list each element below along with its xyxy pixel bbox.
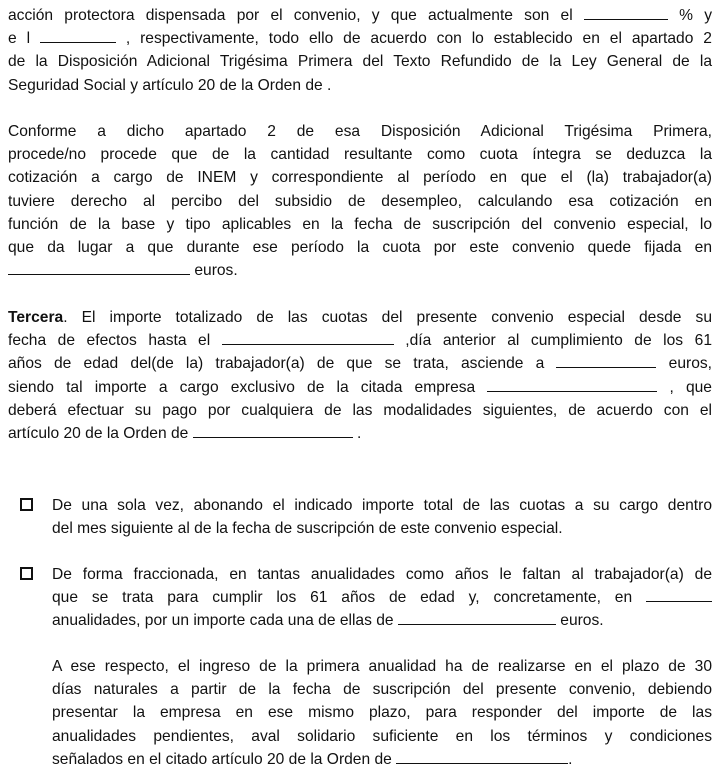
text-line: Conforme a dicho apartado 2 de esa Disposición Adicional Trigésima Primera, [8,123,712,140]
blank-field-order-date-2[interactable] [396,750,568,764]
text-line: del mes siguiente al de la fecha de suscripción de este convenio especial. [52,520,563,538]
text-segment: artículo 20 de la Orden de [8,425,189,443]
option-text [52,494,712,540]
text-line [52,586,712,609]
text-line: deberá efectuar su pago por cualquiera de las modalidades siguientes, de acuerdo con el [8,401,712,419]
blank-field-percent-2[interactable] [40,29,116,43]
text-line [52,609,712,632]
text-line [8,422,712,445]
text-segment: , que [669,378,712,396]
text-segment: años de edad del(de la) trabajador(a) de que se trata, asciende a [8,355,545,373]
text-line [8,329,712,352]
text-line: de la Disposición Adicional Trigésima Primera del Texto Refundido de la Ley General de la [8,53,712,71]
blank-field-annualities[interactable] [646,588,712,602]
blank-field-company[interactable] [487,378,657,392]
text-line [8,306,712,329]
option-text [52,563,712,633]
text-segment: señalados en el citado artículo 20 de la Orden de [52,750,392,768]
text-segment: anualidades, por un importe cada una de ellas de [52,612,394,630]
text-line [8,4,712,27]
text-line [8,376,712,399]
text-line [8,27,712,50]
text-segment: euros. [194,262,238,280]
blank-field-date[interactable] [222,331,394,345]
text-segment: fecha de efectos hasta el [8,332,211,350]
text-line [8,259,712,282]
blank-field-amount[interactable] [8,261,190,275]
text-segment: siendo tal importe a cargo exclusivo de la citada empresa [8,378,476,396]
text-segment: que se trata para cumplir los 61 años de edad y, concretamente, en [52,589,633,607]
text-segment: euros. [560,612,604,630]
text-line: presentar la empresa en ese mismo plazo, para responder del importe de las [52,704,712,722]
text-segment: e l [8,30,31,48]
text-segment: . [357,425,362,443]
text-line [8,352,712,375]
text-line: A ese respecto, el ingreso de la primera anualidad ha de realizarse en el plazo de 30 [52,658,712,675]
text-segment: . [568,750,573,768]
clause-heading: Tercera [8,309,64,326]
checkbox-single-payment[interactable] [20,498,33,511]
paragraph-conforme [8,120,712,282]
text-segment: % y [679,7,712,24]
text-segment: euros, [668,355,712,373]
text-line [52,748,712,771]
text-line: Seguridad Social y artículo 20 de la Orden de . [8,76,332,94]
paragraph-tercera [8,306,712,445]
checkbox-installments[interactable] [20,567,33,580]
blank-field-order-date[interactable] [193,424,353,438]
text-line: días naturales a partir de la fecha de suscripción del presente convenio, debiendo [52,681,712,699]
text-line: anualidades pendientes, aval solidario suficiente en los términos y condiciones [52,727,712,745]
text-line: procede/no procede que de la cantidad resultante como cuota íntegra se deduzca la [8,146,712,164]
text-line: De una sola vez, abonando el indicado importe total de las cuotas a su cargo dentro [52,497,712,514]
text-segment: , respectivamente, todo ello de acuerdo con lo establecido en el apartado 2 [125,30,712,48]
text-line: cotización a cargo de INEM y correspondiente al período en que el (la) trabajador(a) [8,169,712,187]
text-line: tuviere derecho al percibo del subsidio de desempleo, calculando esa cotización en [8,192,712,210]
text-line: función de la base y tipo aplicables en la fecha de suscripción del convenio especial, lo [8,215,712,233]
paragraph-continuation [8,4,712,97]
text-segment: ,día anterior al cumplimiento de los 61 [405,332,712,350]
blank-field-total[interactable] [556,354,656,368]
text-line: que da lugar a que durante ese período la cuota por este convenio quede fijada en [8,239,712,257]
blank-field-annual-amount[interactable] [398,611,556,625]
text-segment: . El importe totalizado de las cuotas del presente convenio especial desde su [63,309,712,326]
blank-field-percent-1[interactable] [584,6,668,20]
paragraph-text [52,655,712,771]
text-segment: acción protectora dispensada por el convenio, y que actualmente son el [8,7,573,24]
text-line: De forma fraccionada, en tantas anualidades como años le faltan al trabajador(a) de [52,566,712,583]
